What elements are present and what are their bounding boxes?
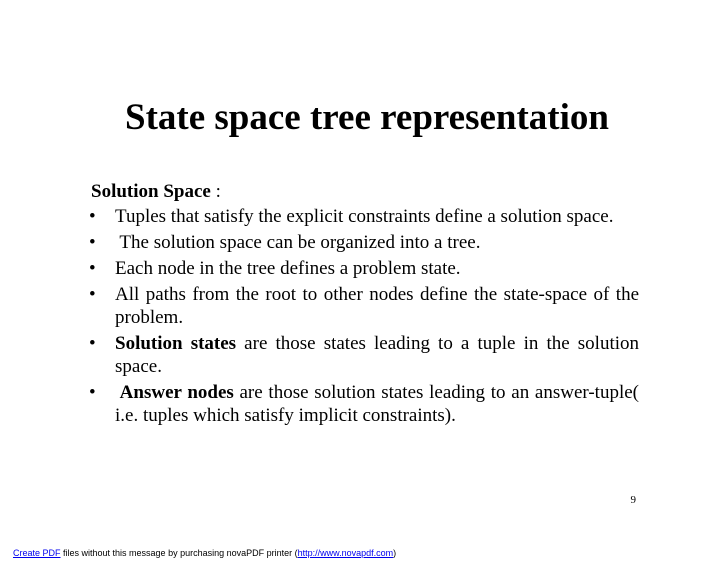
page-number: 9 [630,494,636,506]
bullet-icon: • [89,333,96,354]
bullet-text: are those solution states leading to an answer-tuple( i.e. tuples which satisfy implicit constraints). [115,382,639,426]
bullet-icon: • [89,258,96,279]
section-heading-label: Solution Space [91,181,211,202]
bullet-list [89,205,639,430]
bullet-icon: • [89,232,96,253]
bullet-item [89,257,639,280]
footer-end: ) [393,548,397,558]
bullet-icon: • [89,382,96,403]
bullet-text: are those states leading to a tuple in the solution space. [115,333,640,377]
bullet-text: Each node in the tree defines a problem state. [115,258,461,279]
footer-text: files without this message by purchasing novaPDF printer ( [60,548,298,558]
slide-title: State space tree representation [125,97,609,138]
bullet-icon: • [89,206,96,227]
bullet-text: Tuples that satisfy the explicit constraints define a solution space. [115,206,614,227]
bullet-item [89,381,639,427]
section-heading-colon: : [210,181,221,202]
bullet-text: All paths from the root to other nodes define the state-space of the problem. [115,284,639,328]
bullet-text: The solution space can be organized into a tree. [115,232,481,253]
pdf-footer [13,548,396,558]
section-heading [91,180,221,204]
bullet-item [89,231,639,254]
novapdf-link[interactable]: http://www.novapdf.com [297,548,394,558]
bullet-item [89,283,639,329]
bullet-lead: Answer nodes [115,382,234,403]
bullet-lead: Solution states [115,333,237,354]
bullet-icon: • [89,284,96,305]
create-pdf-link[interactable]: Create PDF [13,548,61,558]
bullet-item [89,205,639,228]
bullet-item [89,332,639,378]
